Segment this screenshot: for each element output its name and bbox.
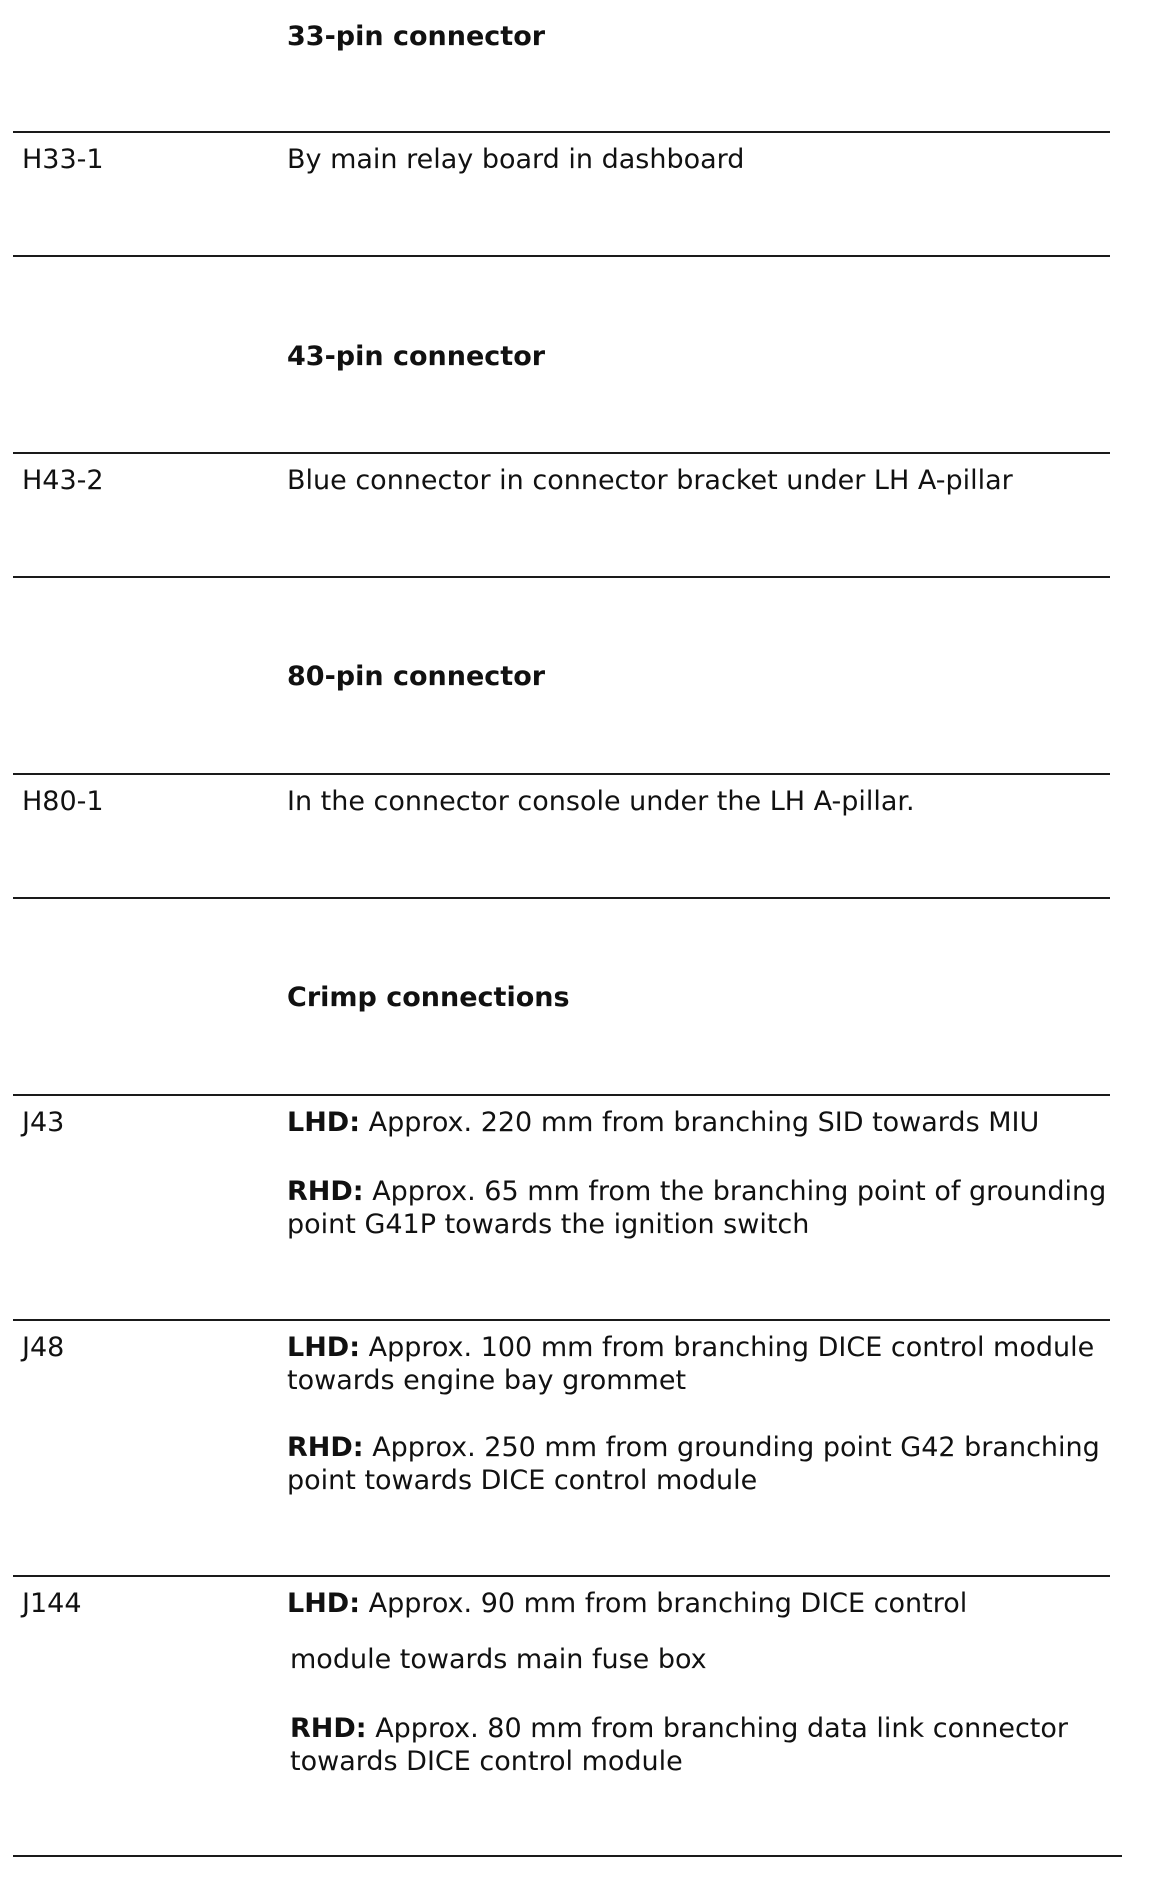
rhd-text: Approx. 80 mm from branching data link connector towards DICE control module	[290, 1713, 1069, 1777]
crimp-rhd-j48	[287, 1431, 1107, 1497]
crimp-lhd-j48	[287, 1331, 1107, 1397]
divider	[13, 131, 1110, 133]
connector-code-h43-2: H43-2	[22, 465, 104, 496]
divider	[13, 1575, 1110, 1577]
section-heading-43-pin: 43-pin connector	[287, 341, 546, 372]
divider	[13, 773, 1110, 775]
crimp-lhd-j144-cont: module towards main fuse box	[290, 1644, 707, 1675]
connector-code-h80-1: H80-1	[22, 786, 104, 817]
rhd-label: RHD:	[287, 1432, 364, 1463]
connector-code-j48: J48	[22, 1332, 65, 1363]
section-heading-crimp: Crimp connections	[287, 982, 570, 1013]
connector-location-h33-1: By main relay board in dashboard	[287, 144, 745, 175]
lhd-label: LHD:	[287, 1588, 361, 1619]
rhd-label: RHD:	[287, 1176, 364, 1207]
divider	[13, 576, 1110, 578]
divider	[13, 255, 1110, 257]
divider	[13, 1319, 1110, 1321]
divider	[13, 1094, 1110, 1096]
crimp-rhd-j43	[287, 1175, 1107, 1241]
lhd-text: Approx. 220 mm from branching SID towards MIU	[368, 1107, 1040, 1138]
crimp-lhd-j144	[287, 1587, 1117, 1620]
section-heading-80-pin: 80-pin connector	[287, 661, 546, 692]
section-heading-33-pin: 33-pin connector	[287, 21, 546, 52]
connector-code-j144: J144	[22, 1588, 82, 1619]
lhd-label: LHD:	[287, 1107, 361, 1138]
lhd-text: Approx. 90 mm from branching DICE control	[368, 1588, 968, 1619]
crimp-rhd-j144	[290, 1712, 1120, 1778]
lhd-label: LHD:	[287, 1332, 361, 1363]
divider	[13, 897, 1110, 899]
connector-code-h33-1: H33-1	[22, 144, 104, 175]
connector-location-h43-2: Blue connector in connector bracket under LH A-pillar	[287, 465, 1013, 496]
rhd-text: Approx. 250 mm from grounding point G42 branching point towards DICE control module	[287, 1432, 1100, 1496]
connector-code-j43: J43	[22, 1107, 65, 1138]
rhd-label: RHD:	[290, 1713, 367, 1744]
crimp-lhd-j43	[287, 1106, 1107, 1139]
connector-location-h80-1: In the connector console under the LH A-pillar.	[287, 786, 915, 817]
rhd-text: Approx. 65 mm from the branching point of grounding point G41P towards the ignition switch	[287, 1176, 1107, 1240]
divider	[13, 452, 1110, 454]
divider	[13, 1855, 1122, 1857]
lhd-text: Approx. 100 mm from branching DICE control module towards engine bay grommet	[287, 1332, 1095, 1396]
